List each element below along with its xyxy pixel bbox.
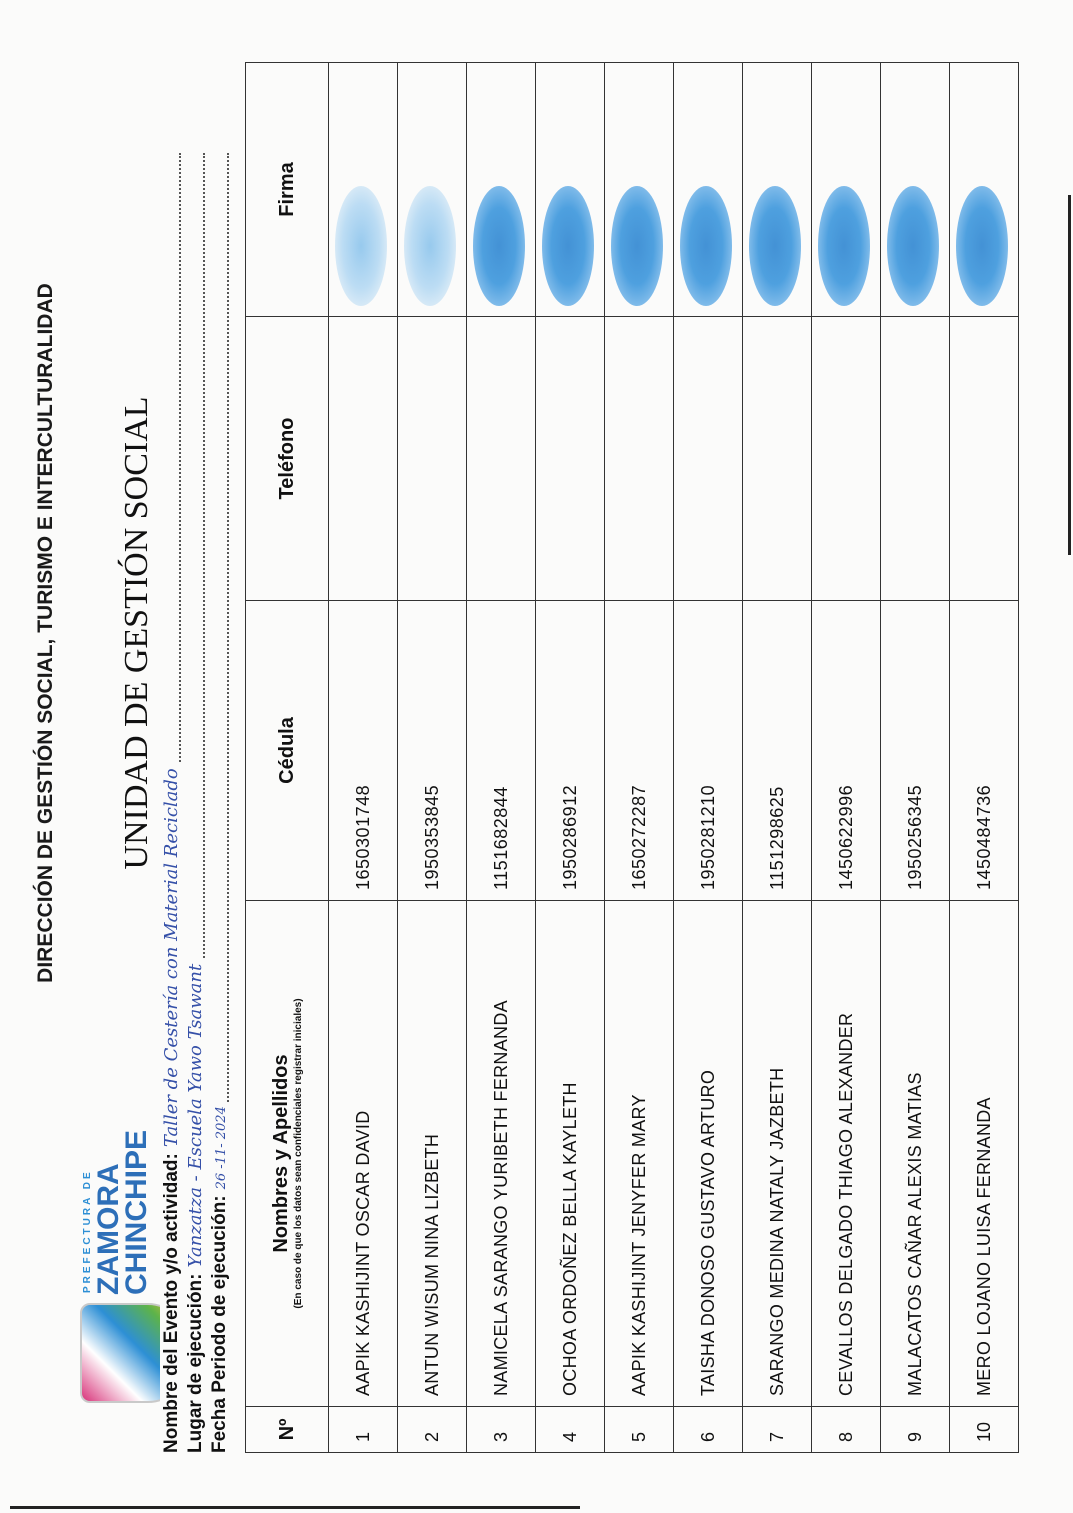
row-number: 5 (605, 1407, 674, 1453)
participant-name: SARANGO MEDINA NATALY JAZBETH (743, 901, 812, 1407)
participant-telefono (812, 317, 881, 601)
participant-name: MALACATOS CAÑAR ALEXIS MATIAS (881, 901, 950, 1407)
header-name-label: Nombres y Apellidos (270, 1054, 292, 1253)
place-value: Yanzatza - Escuela Yawo Tsawant (184, 960, 208, 1274)
row-number: 2 (398, 1407, 467, 1453)
fingerprint-icon (611, 186, 663, 306)
table-row (467, 63, 536, 1453)
participant-firma (674, 63, 743, 317)
participant-firma (329, 63, 398, 317)
participant-telefono (950, 317, 1019, 601)
participant-telefono (743, 317, 812, 601)
header-name (246, 901, 329, 1407)
unit-title: UNIDAD DE GESTIÓN SOCIAL (118, 396, 155, 870)
participant-cedula: 1151682844 (467, 601, 536, 901)
header-num: Nº (246, 1407, 329, 1453)
participant-firma (398, 63, 467, 317)
fingerprint-icon (404, 186, 456, 306)
participant-telefono (467, 317, 536, 601)
row-number: 1 (329, 1407, 398, 1453)
table-row (398, 63, 467, 1453)
logo-small-text: PREFECTURA DE (82, 1169, 93, 1293)
participant-name: MERO LOJANO LUISA FERNANDA (950, 901, 1019, 1407)
header-firma: Firma (246, 63, 329, 317)
place-label: Lugar de ejecución: (185, 1273, 206, 1453)
participant-cedula: 1950256345 (881, 601, 950, 901)
logo-line-2: CHINCHIPE (120, 1129, 153, 1295)
participant-telefono (674, 317, 743, 601)
date-row (208, 153, 232, 1453)
date-label: Fecha Periodo de ejecución: (209, 1195, 230, 1453)
participant-name: ANTUN WISUM NINA LIZBETH (398, 901, 467, 1407)
participant-cedula: 1450484736 (950, 601, 1019, 901)
participant-name: AAPIK KASHIJINT JENYFER MARY (605, 901, 674, 1407)
table-header-row (246, 63, 329, 1453)
fingerprint-icon (473, 186, 525, 306)
event-row (160, 153, 184, 1453)
participant-name: TAISHA DONOSO GUSTAVO ARTURO (674, 901, 743, 1407)
event-details (160, 153, 232, 1453)
participant-firma (812, 63, 881, 317)
header-cedula: Cédula (246, 601, 329, 901)
event-label: Nombre del Evento y/o actividad: (161, 1153, 182, 1453)
direction-title: DIRECCIÓN DE GESTIÓN SOCIAL, TURISMO E INTERCULTURALIDAD (34, 283, 57, 983)
participant-name: CEVALLOS DELGADO THIAGO ALEXANDER (812, 901, 881, 1407)
participant-cedula: 1950353845 (398, 601, 467, 901)
event-value: Taller de Cestería con Material Reciclado (160, 764, 184, 1153)
participant-telefono (605, 317, 674, 601)
fingerprint-icon (749, 186, 801, 306)
participant-cedula: 1450622996 (812, 601, 881, 901)
table-row (881, 63, 950, 1453)
date-value: 26 -11- 2024 (210, 1102, 234, 1195)
table-row (743, 63, 812, 1453)
row-number: 9 (881, 1407, 950, 1453)
table-row (674, 63, 743, 1453)
place-row (184, 153, 208, 1453)
participant-telefono (398, 317, 467, 601)
row-number: 4 (536, 1407, 605, 1453)
fingerprint-icon (956, 186, 1008, 306)
row-number: 7 (743, 1407, 812, 1453)
participant-name: AAPIK KASHIJINT OSCAR DAVID (329, 901, 398, 1407)
participant-cedula: 1151298625 (743, 601, 812, 901)
attendance-table (245, 62, 1019, 1453)
row-number: 3 (467, 1407, 536, 1453)
participant-firma (881, 63, 950, 317)
participant-firma (950, 63, 1019, 317)
table-row (536, 63, 605, 1453)
participant-cedula: 1650301748 (329, 601, 398, 901)
fingerprint-icon (818, 186, 870, 306)
scan-edge-line (10, 1506, 580, 1509)
participant-cedula: 1950286912 (536, 601, 605, 901)
logo-line-1: ZAMORA (92, 1163, 125, 1295)
row-number: 6 (674, 1407, 743, 1453)
participant-cedula: 1950281210 (674, 601, 743, 901)
participant-name: NAMICELA SARANGO YURIBETH FERNANDA (467, 901, 536, 1407)
table-row (812, 63, 881, 1453)
fingerprint-icon (887, 186, 939, 306)
row-number: 10 (950, 1407, 1019, 1453)
header-name-note: (En caso de que los datos sean confidenciales registrar iniciales) (293, 998, 304, 1309)
table-row (329, 63, 398, 1453)
fingerprint-icon (542, 186, 594, 306)
participant-firma (467, 63, 536, 317)
participant-telefono (536, 317, 605, 601)
table-row (605, 63, 674, 1453)
fingerprint-icon (335, 186, 387, 306)
participant-firma (605, 63, 674, 317)
participant-cedula: 1650272287 (605, 601, 674, 901)
participant-telefono (881, 317, 950, 601)
participant-firma (743, 63, 812, 317)
row-number: 8 (812, 1407, 881, 1453)
table-row (950, 63, 1019, 1453)
header-telefono: Teléfono (246, 317, 329, 601)
participant-telefono (329, 317, 398, 601)
participant-name: OCHOA ORDOÑEZ BELLA KAYLETH (536, 901, 605, 1407)
scan-side-line (1068, 195, 1071, 555)
participant-firma (536, 63, 605, 317)
fingerprint-icon (680, 186, 732, 306)
